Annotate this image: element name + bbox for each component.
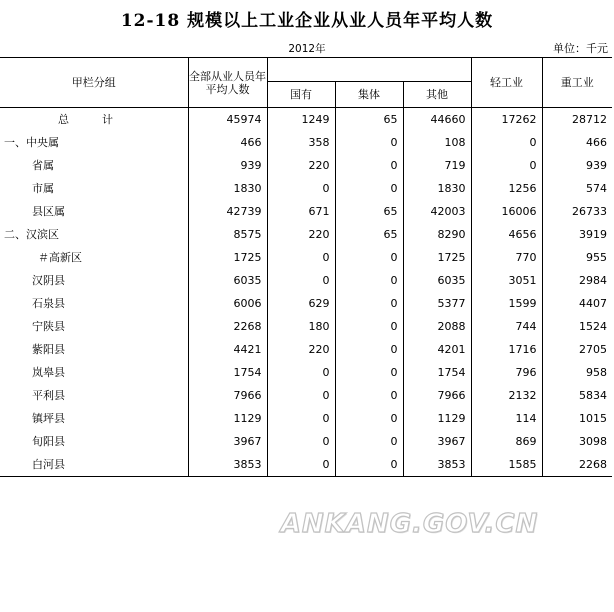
table-row <box>0 361 612 384</box>
table-row <box>0 338 612 361</box>
header-heavy-industry: 重工业 <box>542 58 612 108</box>
cell-light-industry: 4656 <box>471 223 542 246</box>
cell-all-employees: 1129 <box>188 407 267 430</box>
cell-other: 2088 <box>403 315 471 338</box>
header-group: 甲栏分组 <box>0 58 188 108</box>
cell-light-industry: 869 <box>471 430 542 453</box>
cell-state-owned: 358 <box>267 131 335 154</box>
cell-state-owned: 0 <box>267 453 335 477</box>
cell-light-industry: 796 <box>471 361 542 384</box>
cell-collective: 0 <box>335 338 403 361</box>
cell-state-owned: 220 <box>267 223 335 246</box>
cell-collective: 0 <box>335 177 403 200</box>
header-light-industry: 轻工业 <box>471 58 542 108</box>
cell-other: 1725 <box>403 246 471 269</box>
cell-all-employees: 45974 <box>188 108 267 132</box>
table-row <box>0 453 612 477</box>
cell-all-employees: 2268 <box>188 315 267 338</box>
cell-collective: 65 <box>335 223 403 246</box>
row-label: 平利县 <box>0 384 188 407</box>
row-label: 白河县 <box>0 453 188 477</box>
cell-all-employees: 1830 <box>188 177 267 200</box>
row-label: 县区属 <box>0 200 188 223</box>
header-collective: 集体 <box>335 82 403 108</box>
cell-other: 6035 <box>403 269 471 292</box>
cell-other: 3853 <box>403 453 471 477</box>
cell-heavy-industry: 1524 <box>579 320 608 333</box>
table-row <box>0 246 612 269</box>
cell-other: 8290 <box>403 223 471 246</box>
cell-all-employees: 1725 <box>188 246 267 269</box>
cell-all-employees: 7966 <box>188 384 267 407</box>
table-row <box>0 292 612 315</box>
cell-heavy-industry: 939 <box>586 159 608 172</box>
table-row <box>0 269 612 292</box>
row-label: 二、汉滨区 <box>0 223 188 246</box>
cell-collective: 0 <box>335 246 403 269</box>
cell-light-industry: 1256 <box>471 177 542 200</box>
cell-state-owned: 1249 <box>267 108 335 132</box>
cell-state-owned: 220 <box>267 154 335 177</box>
table-row <box>0 430 612 453</box>
cell-all-employees: 42739 <box>188 200 267 223</box>
cell-heavy-industry: 1015 <box>579 412 608 425</box>
cell-other: 1754 <box>403 361 471 384</box>
cell-heavy-industry: 3919 <box>579 228 608 241</box>
cell-all-employees: 8575 <box>188 223 267 246</box>
cell-light-industry: 1585 <box>471 453 542 477</box>
cell-heavy-industry: 2705 <box>579 343 608 356</box>
cell-all-employees: 939 <box>188 154 267 177</box>
cell-light-industry: 2132 <box>471 384 542 407</box>
row-label: 汉阴县 <box>0 269 188 292</box>
cell-heavy-industry: 2984 <box>579 274 608 287</box>
cell-other: 108 <box>403 131 471 154</box>
cell-collective: 0 <box>335 269 403 292</box>
cell-all-employees: 3853 <box>188 453 267 477</box>
cell-collective: 0 <box>335 430 403 453</box>
table-row <box>0 315 612 338</box>
row-label: 镇坪县 <box>0 407 188 430</box>
cell-heavy-industry: 466 <box>586 136 608 149</box>
cell-state-owned: 180 <box>267 315 335 338</box>
cell-collective: 0 <box>335 453 403 477</box>
cell-light-industry: 0 <box>471 131 542 154</box>
row-label: 一、中央属 <box>0 131 188 154</box>
cell-state-owned: 220 <box>267 338 335 361</box>
row-label: 旬阳县 <box>0 430 188 453</box>
cell-state-owned: 0 <box>267 361 335 384</box>
cell-other: 7966 <box>403 384 471 407</box>
table-title: 12-18 规模以上工业企业从业人员年平均人数 <box>120 11 494 31</box>
cell-heavy-industry: 3098 <box>579 435 608 448</box>
cell-state-owned: 0 <box>267 246 335 269</box>
cell-state-owned: 629 <box>267 292 335 315</box>
cell-all-employees: 466 <box>188 131 267 154</box>
cell-collective: 0 <box>335 131 403 154</box>
cell-light-industry: 16006 <box>471 200 542 223</box>
header-ownership-blank <box>267 58 471 82</box>
cell-light-industry: 770 <box>471 246 542 269</box>
cell-heavy-industry: 26733 <box>572 205 608 218</box>
cell-light-industry: 744 <box>471 315 542 338</box>
cell-collective: 0 <box>335 407 403 430</box>
cell-heavy-industry: 958 <box>586 366 608 379</box>
year-label: 2012年 <box>288 43 326 55</box>
header-all-employees: 全部从业人员年平均人数 <box>188 58 267 108</box>
header-state-owned: 国有 <box>267 82 335 108</box>
table-row <box>0 200 612 223</box>
table-row <box>0 407 612 430</box>
cell-light-industry: 0 <box>471 154 542 177</box>
cell-state-owned: 671 <box>267 200 335 223</box>
cell-collective: 0 <box>335 361 403 384</box>
header-other: 其他 <box>403 82 471 108</box>
cell-heavy-industry: 4407 <box>579 297 608 310</box>
table-row <box>0 108 612 132</box>
table-row <box>0 177 612 200</box>
cell-other: 1129 <box>403 407 471 430</box>
cell-state-owned: 0 <box>267 177 335 200</box>
cell-heavy-industry: 5834 <box>579 389 608 402</box>
cell-light-industry: 1599 <box>471 292 542 315</box>
cell-other: 1830 <box>403 177 471 200</box>
unit-label: 单位：千元 <box>553 42 608 55</box>
cell-other: 719 <box>403 154 471 177</box>
cell-state-owned: 0 <box>267 384 335 407</box>
row-label: 省属 <box>0 154 188 177</box>
cell-light-industry: 17262 <box>471 108 542 132</box>
cell-all-employees: 6006 <box>188 292 267 315</box>
table-row <box>0 223 612 246</box>
cell-collective: 65 <box>335 200 403 223</box>
cell-collective: 0 <box>335 292 403 315</box>
table-row <box>0 131 612 154</box>
cell-other: 44660 <box>403 108 471 132</box>
cell-heavy-industry: 28712 <box>572 113 608 126</box>
cell-state-owned: 0 <box>267 269 335 292</box>
cell-heavy-industry: 2268 <box>542 453 612 477</box>
cell-other: 4201 <box>403 338 471 361</box>
cell-light-industry: 3051 <box>471 269 542 292</box>
row-label: 总 计 <box>0 108 188 132</box>
data-table <box>0 57 612 477</box>
cell-heavy-industry: 955 <box>586 251 608 264</box>
cell-state-owned: 0 <box>267 430 335 453</box>
cell-collective: 0 <box>335 315 403 338</box>
row-label: 岚皋县 <box>0 361 188 384</box>
table-row <box>0 154 612 177</box>
cell-other: 42003 <box>403 200 471 223</box>
cell-heavy-industry: 574 <box>586 182 608 195</box>
cell-all-employees: 1754 <box>188 361 267 384</box>
row-label: 宁陕县 <box>0 315 188 338</box>
cell-all-employees: 3967 <box>188 430 267 453</box>
cell-all-employees: 6035 <box>188 269 267 292</box>
cell-collective: 0 <box>335 384 403 407</box>
cell-other: 3967 <box>403 430 471 453</box>
cell-light-industry: 114 <box>471 407 542 430</box>
row-label: 石泉县 <box>0 292 188 315</box>
table-body <box>0 108 612 477</box>
cell-collective: 65 <box>335 108 403 132</box>
cell-state-owned: 0 <box>267 407 335 430</box>
row-label: 紫阳县 <box>0 338 188 361</box>
cell-collective: 0 <box>335 154 403 177</box>
cell-other: 5377 <box>403 292 471 315</box>
cell-all-employees: 4421 <box>188 338 267 361</box>
table-row <box>0 384 612 407</box>
cell-light-industry: 1716 <box>471 338 542 361</box>
row-label: 市属 <box>0 177 188 200</box>
watermark: ANKANG.GOV.CN <box>280 509 539 539</box>
row-label: ＃高新区 <box>0 246 188 269</box>
